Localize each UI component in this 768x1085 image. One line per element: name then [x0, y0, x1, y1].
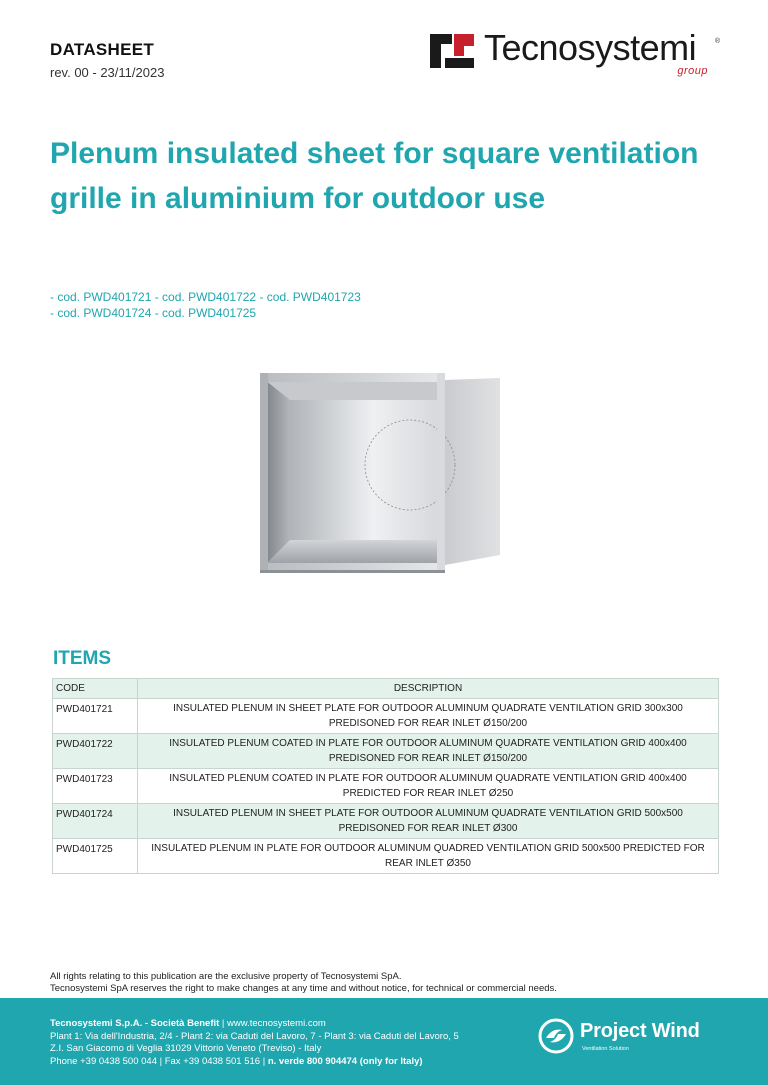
item-description: INSULATED PLENUM IN SHEET PLATE FOR OUTDOOR ALUMINUM QUADRATE VENTILATION GRID 300x300 PREDISONED FOR REAR INLET Ø150/200	[138, 699, 719, 734]
item-code: PWD401724	[53, 804, 138, 839]
project-wind-name: Project Wind	[580, 1020, 700, 1042]
items-table	[52, 678, 719, 874]
item-description: INSULATED PLENUM IN SHEET PLATE FOR OUTDOOR ALUMINUM QUADRATE VENTILATION GRID 500x500 PREDISONED FOR REAR INLET Ø300	[138, 804, 719, 839]
rights-notice-line-1: All rights relating to this publication are the exclusive property of Tecnosystemi SpA.	[50, 971, 402, 982]
company-phone-fax: Phone +39 0438 500 044 | Fax +39 0438 501 516 |	[50, 1055, 268, 1067]
column-header-description: DESCRIPTION	[138, 679, 719, 699]
item-code: PWD401725	[53, 839, 138, 874]
product-image	[255, 370, 505, 600]
item-code: PWD401721	[53, 699, 138, 734]
project-wind-logo	[538, 1018, 728, 1058]
document-revision: rev. 00 - 23/11/2023	[50, 65, 165, 80]
logo-group-label: group	[677, 65, 708, 77]
items-table-header-row	[53, 679, 719, 699]
table-row	[53, 839, 719, 874]
product-codes-line-1: - cod. PWD401721 - cod. PWD401722 - cod. PWD401723	[50, 290, 361, 304]
tecnosystemi-logo	[428, 28, 720, 80]
company-website[interactable]: | www.tecnosystemi.com	[219, 1018, 326, 1029]
product-codes	[50, 289, 361, 321]
company-address: Z.I. San Giacomo di Veglia 31029 Vittorio Veneto (Treviso) - Italy	[50, 1043, 322, 1054]
project-wind-logo-mark	[538, 1018, 574, 1054]
tecnosystemi-logo-mark	[428, 32, 476, 70]
column-header-code: CODE	[53, 679, 138, 699]
table-row	[53, 769, 719, 804]
company-contacts	[50, 1056, 459, 1069]
company-name-line	[50, 1018, 459, 1031]
company-name: Tecnosystemi S.p.A. - Società Benefit	[50, 1018, 220, 1029]
table-row	[53, 699, 719, 734]
item-description: INSULATED PLENUM COATED IN PLATE FOR OUTDOOR ALUMINUM QUADRATE VENTILATION GRID 400x400 PREDISONED FOR REAR INLET Ø150/200	[138, 734, 719, 769]
company-plants: Plant 1: Via dell'Industria, 2/4 - Plant 2: via Caduti del Lavoro, 7 - Plant 3: via Caduti del Lavoro, 5	[50, 1030, 459, 1042]
item-code: PWD401722	[53, 734, 138, 769]
page-title: Plenum insulated sheet for square ventilation grille in aluminium for outdoor use	[50, 137, 699, 215]
table-row	[53, 734, 719, 769]
company-info	[50, 1018, 459, 1068]
logo-wordmark: Tecnosystemi	[484, 27, 697, 68]
product-codes-line-2: - cod. PWD401724 - cod. PWD401725	[50, 306, 257, 320]
page-footer	[0, 998, 768, 1085]
document-header	[50, 40, 164, 80]
item-code: PWD401723	[53, 769, 138, 804]
rights-notice-line-2: Tecnosystemi SpA reserves the right to make changes at any time and without notice, for technical or commercial needs.	[50, 983, 557, 994]
project-wind-tagline: Ventilation Solution	[582, 1046, 629, 1052]
company-toll-free: n. verde 800 904474 (only for Italy)	[267, 1055, 423, 1067]
logo-registered-mark: ®	[714, 38, 720, 45]
items-heading: ITEMS	[53, 648, 112, 669]
item-description: INSULATED PLENUM COATED IN PLATE FOR OUTDOOR ALUMINUM QUADRATE VENTILATION GRID 400x400 PREDICTED FOR REAR INLET Ø250	[138, 769, 719, 804]
document-type: DATASHEET	[50, 40, 155, 59]
table-row	[53, 804, 719, 839]
item-description: INSULATED PLENUM IN PLATE FOR OUTDOOR ALUMINUM QUADRED VENTILATION GRID 500x500 PREDICTED FOR REAR INLET Ø350	[138, 839, 719, 874]
rights-notice	[50, 971, 557, 995]
